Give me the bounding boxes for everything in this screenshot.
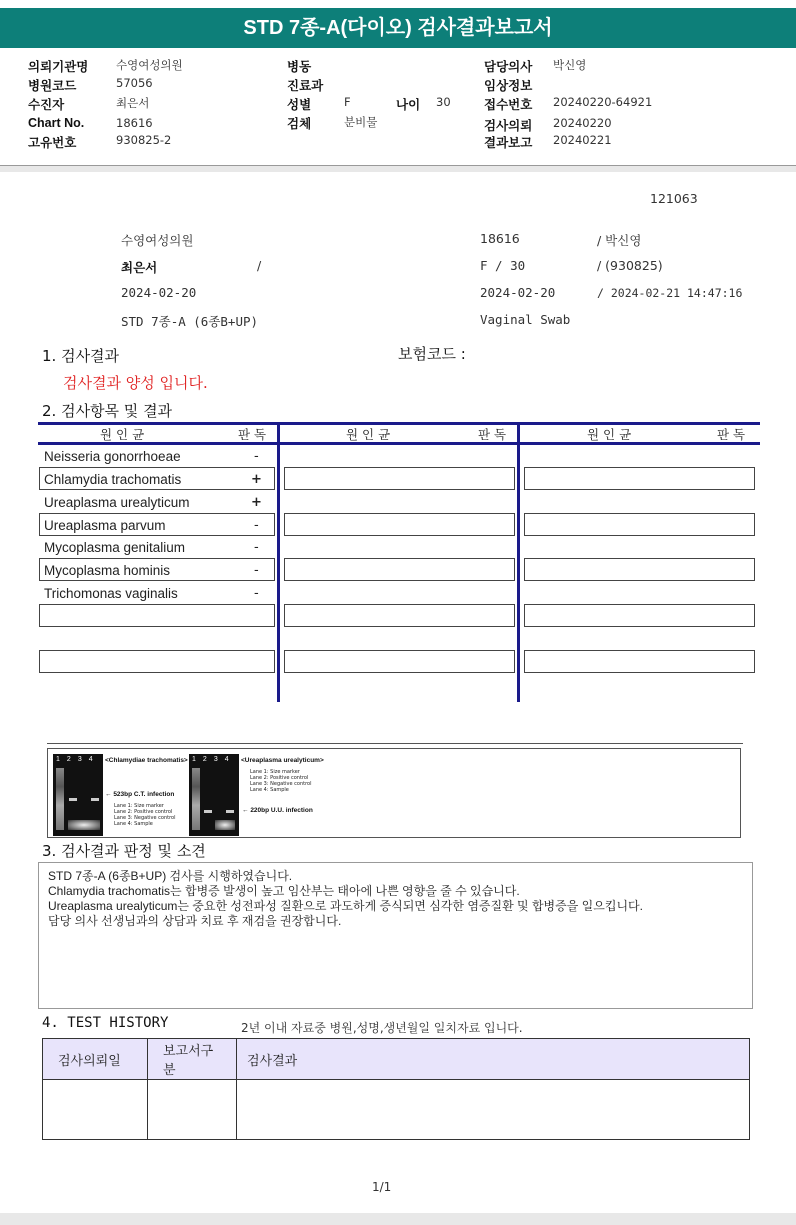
gel-image-ct	[53, 754, 103, 836]
section-title: 2. 검사항목 및 결과	[42, 402, 173, 420]
header-value: 박신영	[553, 58, 587, 72]
test-name: STD 7종-A (6종B+UP)	[121, 314, 259, 329]
receive-date: 2024-02-20	[480, 285, 556, 300]
lane-numbers: 1234	[56, 756, 100, 763]
header-label: 검사의뢰	[484, 119, 533, 133]
table-border	[38, 442, 760, 445]
empty-cell	[524, 467, 755, 490]
separator: /	[257, 258, 262, 273]
chart-number: 18616	[480, 231, 520, 246]
header-label: 담당의사	[484, 60, 533, 74]
report-title: STD 7종-A(다이오) 검사결과보고서	[0, 8, 796, 48]
column-header: 검사결과	[237, 1039, 750, 1080]
test-history-table	[42, 1038, 750, 1140]
result-summary: 검사결과 양성 입니다.	[63, 374, 208, 392]
header-label: 결과보고	[484, 136, 533, 150]
request-date: 2024-02-20	[121, 285, 197, 300]
column-header: 원 인 균	[100, 427, 145, 442]
header-value: 최은서	[116, 96, 150, 110]
header-label: 성별	[287, 98, 312, 112]
table-border	[517, 422, 520, 702]
empty-cell	[284, 558, 515, 581]
gel-title-uu: <Ureaplasma urealyticum>	[241, 757, 324, 764]
header-value: 57056	[116, 76, 153, 90]
header-label: 병원코드	[28, 79, 77, 93]
header-label: 고유번호	[28, 136, 77, 150]
empty-cell	[284, 513, 515, 536]
result-cell	[39, 604, 275, 627]
column-header: 원 인 균	[587, 427, 632, 442]
organism-name: Neisseria gonorrhoeae	[44, 449, 181, 464]
specimen: Vaginal Swab	[480, 312, 571, 327]
organism-result: -	[254, 518, 259, 533]
header-value: 분비물	[344, 115, 378, 129]
section-title: 4. TEST HISTORY	[42, 1015, 169, 1031]
column-header: 원 인 균	[346, 427, 391, 442]
table-cell	[237, 1080, 750, 1140]
table-border	[277, 422, 280, 702]
remarks-box	[38, 862, 753, 1009]
organism-name: Mycoplasma genitalium	[44, 540, 186, 555]
patient-name: 최은서	[121, 260, 158, 275]
column-header: 검사의뢰일	[43, 1039, 148, 1080]
header-value: 20240220-64921	[553, 95, 653, 109]
empty-cell	[284, 467, 515, 490]
doctor-name: / 박신영	[597, 233, 642, 248]
empty-cell	[524, 650, 755, 673]
organism-result: -	[254, 563, 259, 578]
divider	[0, 166, 796, 172]
divider	[47, 743, 743, 744]
header-label: 진료과	[287, 79, 324, 93]
header-label: Chart No.	[28, 116, 85, 130]
remark-line: Chlamydia trachomatis는 합병증 발생이 높고 임산부는 태아에 나쁜 영향을 줄 수 있습니다.	[48, 884, 520, 898]
header-label: 임상정보	[484, 79, 533, 93]
insurance-code-label: 보험코드 :	[398, 345, 466, 363]
column-header: 판 독	[238, 427, 267, 442]
page-number: 1/1	[372, 1180, 392, 1194]
organism-result: +	[251, 472, 262, 487]
hospital-name: 수영여성의원	[121, 233, 194, 248]
organism-name: Ureaplasma parvum	[44, 518, 166, 533]
header-value: 수영여성의원	[116, 58, 183, 72]
organism-result: -	[254, 449, 259, 464]
header-label: 의뢰기관명	[28, 60, 89, 74]
column-header: 판 독	[478, 427, 507, 442]
header-label: 접수번호	[484, 98, 533, 112]
empty-cell	[284, 650, 515, 673]
column-header: 판 독	[717, 427, 746, 442]
header-value: 20240221	[553, 133, 612, 147]
remark-line: 담당 의사 선생님과의 상담과 치료 후 재검을 권장합니다.	[48, 914, 342, 928]
result-cell	[39, 650, 275, 673]
lane-numbers: 1234	[192, 756, 236, 763]
table-border	[38, 422, 760, 425]
gel-legend: Lane 1: Size marker Lane 2: Positive control Lane 3: Negative control Lane 4: Sample	[250, 769, 312, 793]
footer-band	[0, 1213, 796, 1225]
organism-name: Chlamydia trachomatis	[44, 472, 182, 487]
header-value: 20240220	[553, 116, 612, 130]
report-code: 121063	[650, 191, 698, 206]
header-label: 수진자	[28, 98, 65, 112]
empty-cell	[284, 604, 515, 627]
report-datetime: / 2024-02-21 14:47:16	[597, 286, 743, 300]
header-value: 30	[436, 95, 451, 109]
remark-line: STD 7종-A (6종B+UP) 검사를 시행하였습니다.	[48, 869, 293, 883]
header-label: 병동	[287, 60, 312, 74]
history-note: 2년 이내 자료중 병원,성명,생년월일 일치자료 입니다.	[241, 1021, 523, 1035]
gel-band-label-ct: ← 523bp C.T. infection	[105, 791, 175, 798]
birth-date: / (930825)	[597, 258, 663, 273]
gel-legend: Lane 1: Size marker Lane 2: Positive control Lane 3: Negative control Lane 4: Sample	[114, 803, 176, 827]
organism-name: Trichomonas vaginalis	[44, 586, 178, 601]
header-value: 930825-2	[116, 133, 172, 147]
organism-result: -	[254, 540, 259, 555]
header-label: 검체	[287, 117, 312, 131]
gel-band-label-uu: ← 220bp U.U. infection	[242, 807, 313, 814]
remark-line: Ureaplasma urealyticum는 중요한 성전파성 질환으로 과도하게 증식되면 심각한 염증질환 및 합병증을 일으킵니다.	[48, 899, 643, 913]
section-title: 1. 검사결과	[42, 347, 120, 365]
organism-name: Ureaplasma urealyticum	[44, 495, 190, 510]
table-row	[43, 1080, 750, 1140]
sex-age: F / 30	[480, 258, 526, 273]
column-header: 보고서구분	[148, 1039, 237, 1080]
empty-cell	[524, 513, 755, 536]
empty-cell	[524, 558, 755, 581]
header-value: 18616	[116, 116, 153, 130]
gel-image-uu	[189, 754, 239, 836]
gel-title-ct: <Chlamydiae trachomatis>	[105, 757, 188, 764]
header-label: 나이	[396, 98, 421, 112]
section-title: 3. 검사결과 판정 및 소견	[42, 842, 206, 860]
organism-result: -	[254, 586, 259, 601]
gel-electrophoresis-image	[47, 748, 741, 838]
organism-result: +	[251, 495, 262, 510]
empty-cell	[524, 604, 755, 627]
table-cell	[43, 1080, 148, 1140]
table-cell	[148, 1080, 237, 1140]
header-value: F	[344, 95, 351, 109]
organism-name: Mycoplasma hominis	[44, 563, 171, 578]
